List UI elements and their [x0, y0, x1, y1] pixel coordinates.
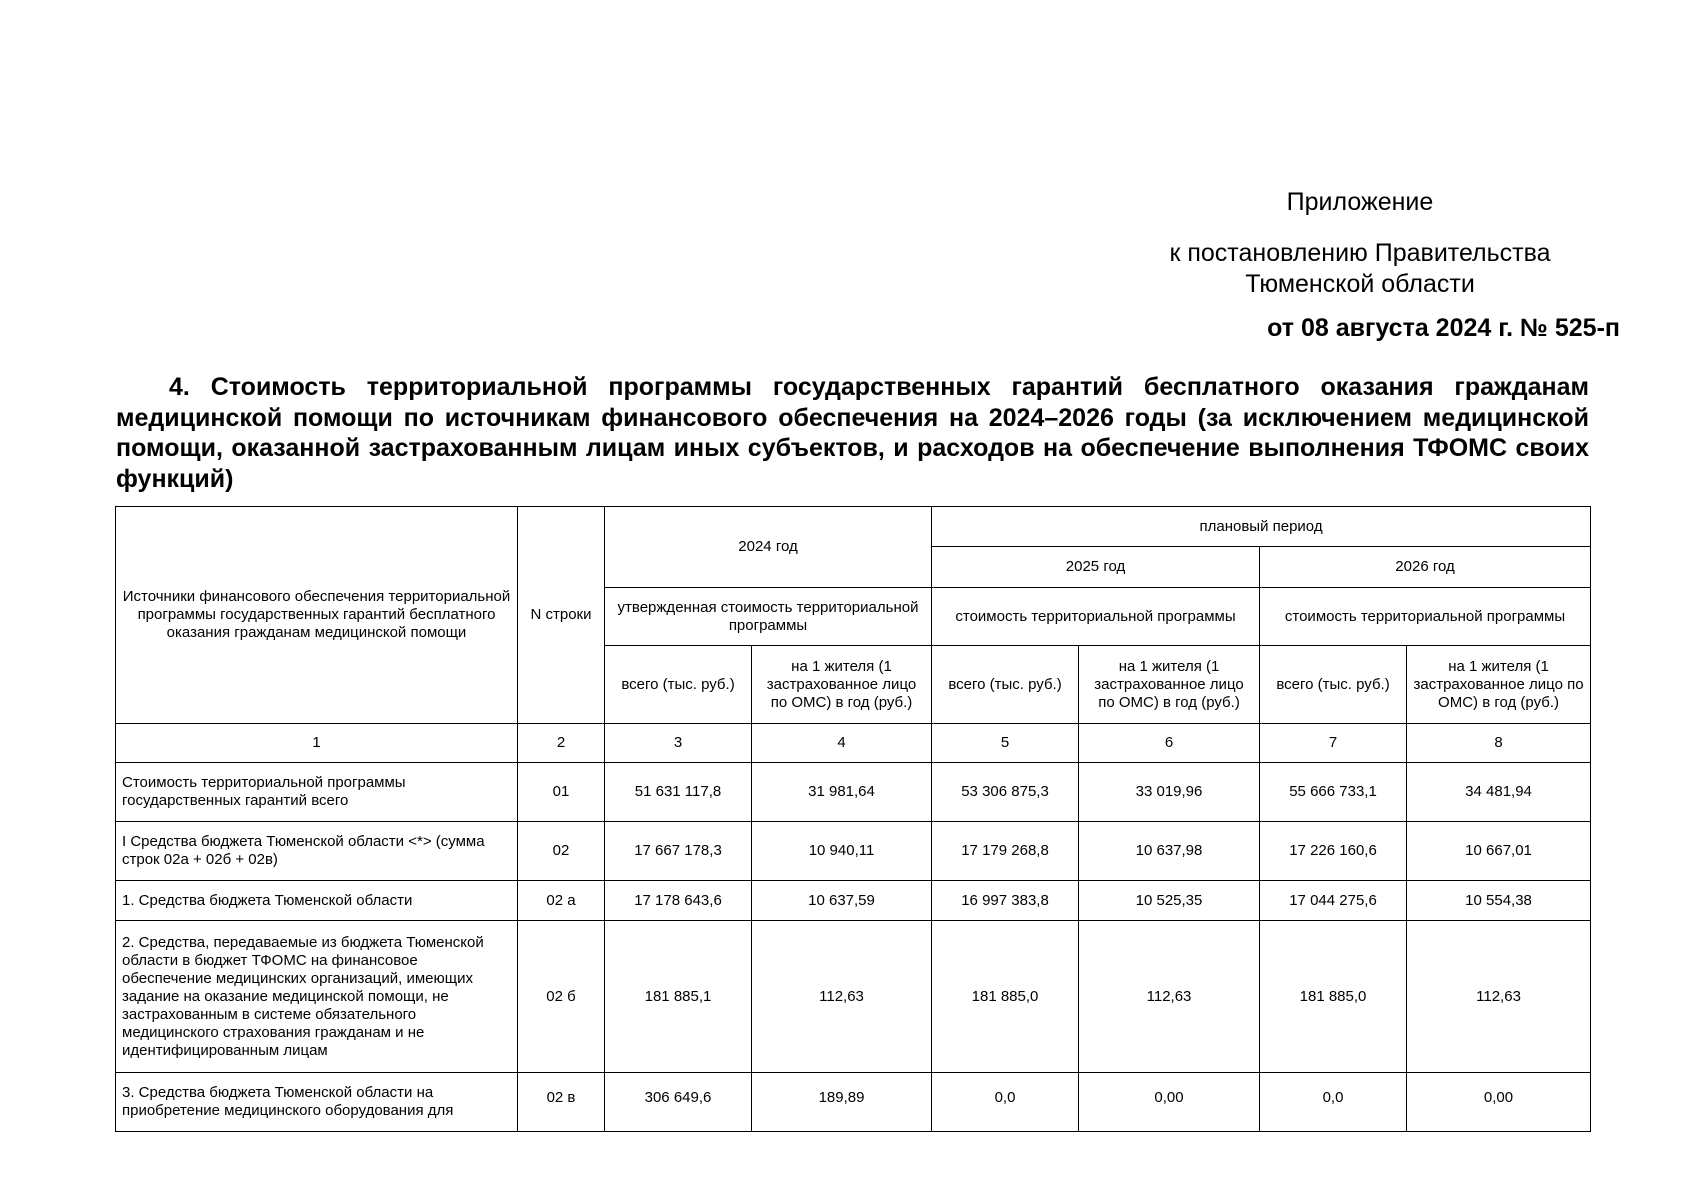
row-source: 1. Средства бюджета Тюменской области: [116, 881, 518, 921]
cell-2026-total: 181 885,0: [1260, 921, 1407, 1073]
header-row-1: [116, 507, 1591, 547]
section-heading: 4. Стоимость территориальной программы государственных гарантий бесплатного оказания гражданам медицинской помощи по источникам финансового обеспечения на 2024–2026 годы (за исключением медицинской помощи, оказанной застрахованным лицам иных субъектов, и расходов на обеспечение выполнения ТФОМС своих функций): [116, 373, 1589, 493]
row-number: 02 в: [518, 1073, 605, 1132]
header-source: Источники финансового обеспечения территориальной программы государственных гарантий бесплатного оказания гражданам медицинской помощи: [116, 507, 518, 724]
cell-2024-per-resident: 10 940,11: [752, 822, 932, 881]
header-per-resident-2026: на 1 жителя (1 застрахованное лицо по ОМС) в год (руб.): [1407, 646, 1591, 724]
col-number: 6: [1079, 724, 1260, 763]
table-row: [116, 763, 1591, 822]
appendix-reference: от 08 августа 2024 г. № 525-п: [1267, 314, 1620, 342]
cell-2024-per-resident: 112,63: [752, 921, 932, 1073]
cell-2024-total: 17 178 643,6: [605, 881, 752, 921]
table-row: [116, 1073, 1591, 1132]
cell-2025-total: 53 306 875,3: [932, 763, 1079, 822]
header-year-2025: 2025 год: [932, 547, 1260, 588]
cell-2026-per-resident: 0,00: [1407, 1073, 1591, 1132]
col-number: 4: [752, 724, 932, 763]
cell-2024-total: 51 631 117,8: [605, 763, 752, 822]
cell-2026-per-resident: 112,63: [1407, 921, 1591, 1073]
cell-2026-total: 17 226 160,6: [1260, 822, 1407, 881]
cell-2025-total: 181 885,0: [932, 921, 1079, 1073]
row-source: 2. Средства, передаваемые из бюджета Тюменской области в бюджет ТФОМС на финансовое обеспечение медицинских организаций, имеющих задание на оказание медицинской помощи, не застрахованным в системе обязательного медицинского страхования гражданам и не идентифицированным лицам: [116, 921, 518, 1073]
cell-2026-per-resident: 10 667,01: [1407, 822, 1591, 881]
cell-2025-total: 17 179 268,8: [932, 822, 1079, 881]
header-total-2024: всего (тыс. руб.): [605, 646, 752, 724]
header-planned-period: плановый период: [932, 507, 1591, 547]
table-row: [116, 822, 1591, 881]
cell-2024-per-resident: 31 981,64: [752, 763, 932, 822]
col-number: 5: [932, 724, 1079, 763]
appendix-line2: Тюменской области: [1245, 270, 1475, 298]
header-per-resident-2024: на 1 жителя (1 застрахованное лицо по ОМС) в год (руб.): [752, 646, 932, 724]
row-source: 3. Средства бюджета Тюменской области на приобретение медицинского оборудования для: [116, 1073, 518, 1132]
cell-2025-per-resident: 0,00: [1079, 1073, 1260, 1132]
header-row-number: N строки: [518, 507, 605, 724]
cell-2024-total: 306 649,6: [605, 1073, 752, 1132]
cell-2026-total: 55 666 733,1: [1260, 763, 1407, 822]
col-number: 3: [605, 724, 752, 763]
cell-2026-total: 0,0: [1260, 1073, 1407, 1132]
appendix-line1: к постановлению Правительства: [1169, 239, 1551, 267]
cell-2025-total: 0,0: [932, 1073, 1079, 1132]
cell-2025-total: 16 997 383,8: [932, 881, 1079, 921]
cell-2024-total: 17 667 178,3: [605, 822, 752, 881]
column-number-row: [116, 724, 1591, 763]
cost-table: [115, 506, 1591, 1132]
row-number: 02 б: [518, 921, 605, 1073]
header-program-cost-2026: стоимость территориальной программы: [1260, 588, 1591, 646]
header-program-cost-2025: стоимость территориальной программы: [932, 588, 1260, 646]
row-source: Стоимость территориальной программы государственных гарантий всего: [116, 763, 518, 822]
header-approved-cost: утвержденная стоимость территориальной программы: [605, 588, 932, 646]
col-number: 2: [518, 724, 605, 763]
table-row: [116, 921, 1591, 1073]
header-per-resident-2025: на 1 жителя (1 застрахованное лицо по ОМС) в год (руб.): [1079, 646, 1260, 724]
col-number: 8: [1407, 724, 1591, 763]
cell-2026-total: 17 044 275,6: [1260, 881, 1407, 921]
row-number: 02 а: [518, 881, 605, 921]
cell-2025-per-resident: 10 525,35: [1079, 881, 1260, 921]
cell-2024-per-resident: 189,89: [752, 1073, 932, 1132]
appendix-title: Приложение: [1286, 188, 1434, 216]
header-year-2024: 2024 год: [605, 507, 932, 588]
header-total-2025: всего (тыс. руб.): [932, 646, 1079, 724]
cell-2025-per-resident: 33 019,96: [1079, 763, 1260, 822]
row-number: 01: [518, 763, 605, 822]
row-number: 02: [518, 822, 605, 881]
header-year-2026: 2026 год: [1260, 547, 1591, 588]
header-total-2026: всего (тыс. руб.): [1260, 646, 1407, 724]
cell-2025-per-resident: 10 637,98: [1079, 822, 1260, 881]
table-row: [116, 881, 1591, 921]
cell-2025-per-resident: 112,63: [1079, 921, 1260, 1073]
col-number: 1: [116, 724, 518, 763]
cell-2026-per-resident: 34 481,94: [1407, 763, 1591, 822]
cell-2024-total: 181 885,1: [605, 921, 752, 1073]
col-number: 7: [1260, 724, 1407, 763]
cell-2024-per-resident: 10 637,59: [752, 881, 932, 921]
row-source: I Средства бюджета Тюменской области <*> (сумма строк 02а + 02б + 02в): [116, 822, 518, 881]
cell-2026-per-resident: 10 554,38: [1407, 881, 1591, 921]
